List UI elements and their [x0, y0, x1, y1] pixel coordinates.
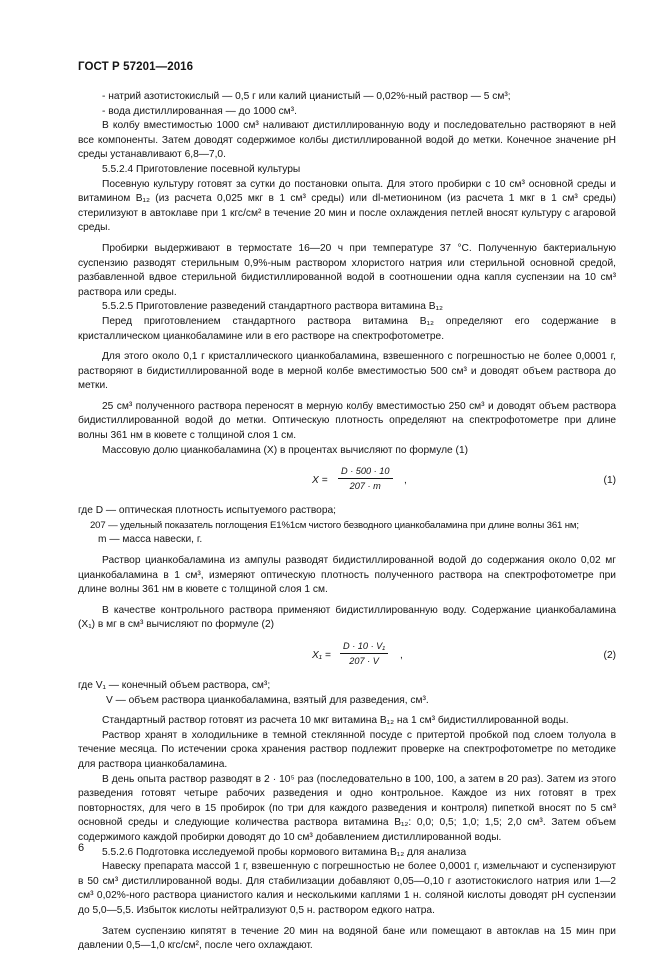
where-line: m — масса навески, г. — [98, 534, 203, 546]
formula-tail: , — [404, 475, 407, 487]
paragraph: В качестве контрольного раствора применяют бидистиллированную воду. Содержание цианкобаламина (X₁) в мг в см³ вычисляют по формуле (2) — [78, 604, 616, 631]
page-number: 6 — [78, 842, 85, 854]
paragraph: Затем суспензию кипятят в течение 20 мин на водяной бане или помещают в автоклав на 15 мин при давлении 0,5—1,0 кгс/см², после чего охлаждают. — [78, 925, 616, 952]
section-heading-5526: 5.5.2.6 Подготовка исследуемой пробы кормового витамина B₁₂ для анализа — [102, 846, 467, 858]
formula-lhs: X₁ = — [312, 650, 331, 661]
list-item: - вода дистиллированная — до 1000 см³. — [102, 105, 297, 117]
where-line: где V₁ — конечный объем раствора, см³; — [78, 680, 271, 691]
paragraph: Раствор хранят в холодильнике в темной стеклянной посуде с притертой пробкой под слоем толуола в течение месяца. По истечении срока хранения раствор подлежит проверке на спектрофотометре по методике для раствора цианкобаламина. — [78, 729, 616, 770]
paragraph: В колбу вместимостью 1000 см³ наливают дистиллированную воду и последовательно растворяют в ней все компоненты. Затем доводят содержимое колбы дистиллированной водой до метки. Конечное значение рН среды устанавливают 6,8—7,0. — [78, 120, 616, 161]
paragraph: 25 см³ полученного раствора переносят в мерную колбу вместимостью 250 см³ и доводят объем раствора бидистиллированной водой до метки. Оптическую плотность определяют на спектрофотометре при длине волны 361 нм в кювете с толщиной слоя 1 см. — [78, 400, 616, 442]
document-body — [78, 90, 616, 954]
formula-number: (2) — [603, 650, 616, 661]
formula-denominator: 207 · V — [349, 656, 379, 666]
formula-numerator: D · 10 · V₁ — [340, 639, 388, 654]
paragraph: Навеску препарата массой 1 г, взвешенную с погрешностью не более 0,0001 г, измельчают и суспензируют в 50 см³ дистиллированной воды. Для стабилизации добавляют 0,05—0,10 г азотистокислого натрия или 1—2 см³ 0,02%-ного раствора цианистого калия и несколькими каплями 1 н. соляной кислоты доводят рН суспензии до 5,0—5,5. Избыток кислоты нейтрализуют 0,5 н. раствором едкого натра. — [78, 861, 616, 916]
paragraph: Перед приготовлением стандартного раствора витамина B₁₂ определяют его содержание в кристаллическом цианкобаламине или в его растворе на спектрофотометре. — [78, 315, 616, 342]
formula-numerator: D · 500 · 10 — [338, 464, 393, 479]
section-heading-5525: 5.5.2.5 Приготовление разведений стандартного раствора витамина B₁₂ — [102, 301, 443, 313]
paragraph: Раствор цианкобаламина из ампулы разводят бидистиллированной водой до содержания около 0,02 мг цианкобаламина в 1 см³, измеряют оптическую плотность полученного раствора на спектрофотометре при длине волны 361 нм в кювете с толщиной слоя 1 см. — [78, 555, 616, 596]
paragraph: Пробирки выдерживают в термостате 16—20 ч при температуре 37 °С. Полученную бактериальную суспензию разводят стерильным 0,9%-ным раствором хлористого натрия или стерильной основной средой, разбавленной вдвое стерильной бидистиллированной водой в соотношении одна капля суспензии на 10 см³ раствора или среды. — [78, 242, 616, 298]
formula-fraction — [340, 639, 388, 668]
section-heading-5524: 5.5.2.4 Приготовление посевной культуры — [102, 163, 301, 175]
formula-number: (1) — [603, 475, 616, 487]
paragraph: Массовую долю цианкобаламина (X) в процентах вычисляют по формуле (1) — [102, 444, 468, 456]
where-line: V — объем раствора цианкобаламина, взятый для разведения, см³. — [106, 694, 429, 706]
list-item: - натрий азотистокислый — 0,5 г или калий цианистый — 0,02%-ный раствор — 5 см³; — [102, 91, 511, 102]
where-line: где D — оптическая плотность испытуемого раствора; — [78, 505, 336, 517]
paragraph: В день опыта раствор разводят в 2 · 10⁵ раз (последовательно в 100, 100, а затем в 20 раз). Затем из этого разведения готовят четыре рабочих разведения и одно контрольное. Каждое из них готовят в трех повторностях, для чего в 15 пробирок (по три для каждого разведения и контроля) пипеткой вносят по 5 см³ основной среды и следующие количества раствора витамина B₁₂: 0,0; 0,5; 1,0; 1,5; 2,0 см³. Затем объем содержимого каждой пробирки доводят до 10 см³ добавлением дистиллированной воды. — [78, 773, 616, 843]
formula-denominator: 207 · m — [349, 481, 381, 492]
document-header: ГОСТ Р 57201—2016 — [78, 61, 194, 73]
paragraph: Для этого около 0,1 г кристаллического цианкобаламина, взвешенного с погрешностью не более 0,0001 г, растворяют в бидистиллированной воде в мерной колбе вместимостью 500 см³ и доводят объем раствора до метки. — [78, 351, 616, 392]
where-line: 207 — удельный показатель поглощения E1%1см чистого безводного цианкобаламина при длине волны 361 нм; — [90, 519, 579, 531]
paragraph: Посевную культуру готовят за сутки до постановки опыта. Для этого пробирки с 10 см³ основной среды и витамином B₁₂ (из расчета 0,025 мкг в 1 см³ среды) или dl-метионином (из расчета 1 мкг в 1 см³ среды) стерилизуют в автоклаве при 1 кгс/см² в течение 20 мин и после охлаждения петлей вносят культуру с агаровой среды. — [78, 178, 616, 234]
formula-2 — [78, 637, 616, 677]
formula-lhs: X = — [312, 475, 328, 487]
formula-fraction — [338, 464, 393, 493]
paragraph: Стандартный раствор готовят из расчета 10 мкг витамина B₁₂ на 1 см³ бидистиллированной воды. — [102, 715, 569, 727]
formula-tail: , — [400, 650, 403, 661]
formula-1 — [78, 462, 616, 502]
